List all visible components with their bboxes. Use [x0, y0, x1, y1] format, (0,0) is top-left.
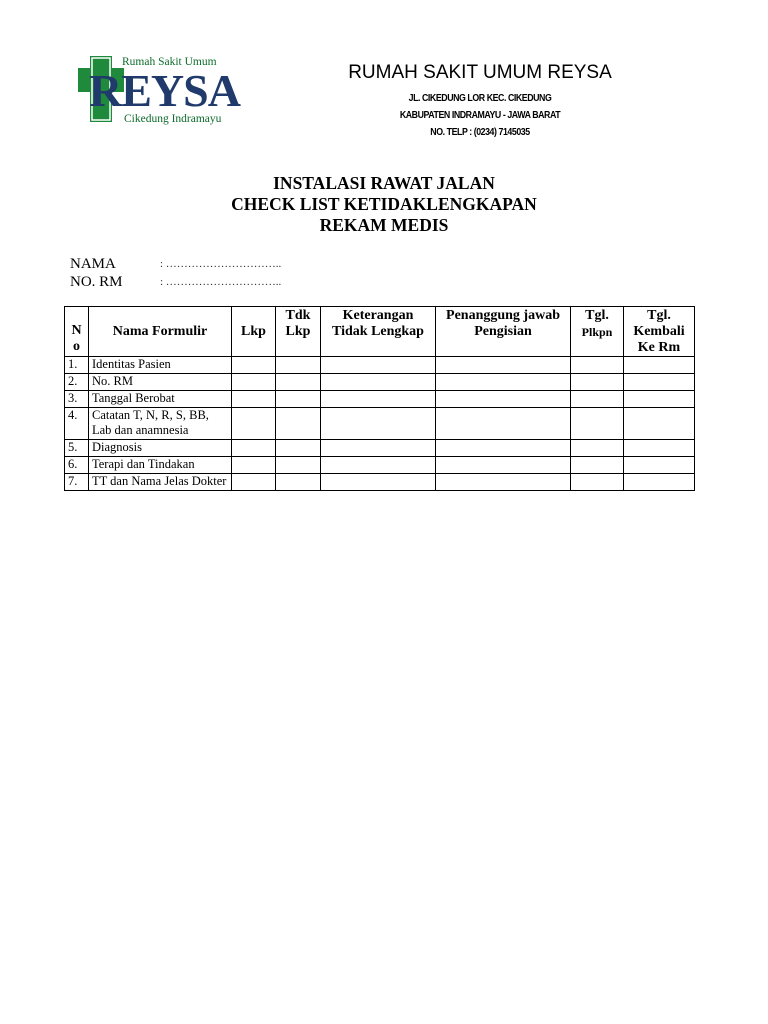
header-nama-formulir: Nama Formulir	[89, 307, 232, 357]
document-title	[0, 173, 768, 236]
row-no: 5.	[65, 440, 89, 457]
logo-graphic	[76, 52, 248, 126]
cell-tgl-kembali[interactable]	[624, 474, 695, 491]
checklist-table	[64, 306, 695, 491]
norm-label: NO. RM	[70, 274, 123, 290]
cell-tgl-kembali[interactable]	[624, 391, 695, 408]
logo-top-text: Rumah Sakit Umum	[122, 56, 217, 68]
cell-tgl-kembali[interactable]	[624, 357, 695, 374]
table-header-row	[65, 307, 695, 357]
row-name: TT dan Nama Jelas Dokter	[89, 474, 232, 491]
row-name-line1: Catatan T, N, R, S, BB,	[92, 408, 209, 422]
cell-tgl-kembali[interactable]	[624, 408, 695, 440]
table-row	[65, 440, 695, 457]
hospital-name: RUMAH SAKIT UMUM REYSA	[348, 62, 612, 83]
cell-tgl-plkpn[interactable]	[571, 457, 624, 474]
cell-tgl-plkpn[interactable]	[571, 374, 624, 391]
cell-lkp[interactable]	[232, 440, 276, 457]
header-lkp: Lkp	[232, 307, 276, 357]
cell-keterangan[interactable]	[321, 374, 436, 391]
row-no: 3.	[65, 391, 89, 408]
nama-value[interactable]: : …………………………..	[160, 258, 282, 270]
cell-penanggung-jawab[interactable]	[436, 457, 571, 474]
cell-tgl-kembali[interactable]	[624, 457, 695, 474]
norm-value[interactable]: : …………………………..	[160, 276, 282, 288]
nama-label: NAMA	[70, 256, 116, 272]
row-name: Tanggal Berobat	[89, 391, 232, 408]
table-row	[65, 408, 695, 440]
cell-penanggung-jawab[interactable]	[436, 474, 571, 491]
cell-penanggung-jawab[interactable]	[436, 391, 571, 408]
table-row	[65, 474, 695, 491]
header-tgl-line1: Tgl.	[585, 308, 609, 323]
cell-lkp[interactable]	[232, 374, 276, 391]
row-no: 2.	[65, 374, 89, 391]
header-tgl-kembali	[624, 307, 695, 357]
cell-penanggung-jawab[interactable]	[436, 440, 571, 457]
logo-main-text: REYSA	[89, 65, 240, 116]
header-tgl-line2: Plkpn	[581, 325, 613, 339]
cell-keterangan[interactable]	[321, 408, 436, 440]
cell-tgl-kembali[interactable]	[624, 374, 695, 391]
row-no: 6.	[65, 457, 89, 474]
row-name-line2: Lab dan anamnesia	[92, 423, 189, 437]
cell-tdk-lkp[interactable]	[276, 408, 321, 440]
cell-tgl-plkpn[interactable]	[571, 440, 624, 457]
cell-tgl-plkpn[interactable]	[571, 474, 624, 491]
cell-keterangan[interactable]	[321, 474, 436, 491]
header-keterangan	[321, 307, 436, 357]
cell-keterangan[interactable]	[321, 457, 436, 474]
header-no-line1: N	[71, 323, 82, 338]
cell-penanggung-jawab[interactable]	[436, 374, 571, 391]
table-row	[65, 374, 695, 391]
table-row	[65, 391, 695, 408]
header-tglk-line1: Tgl.	[647, 308, 671, 323]
cell-lkp[interactable]	[232, 457, 276, 474]
cell-keterangan[interactable]	[321, 391, 436, 408]
header-ket-line1: Keterangan	[342, 308, 414, 323]
row-name	[89, 408, 232, 440]
hospital-logo	[76, 52, 248, 126]
header-pj-line2: Pengisian	[474, 324, 532, 339]
cell-keterangan[interactable]	[321, 440, 436, 457]
phone-line: NO. TELP : (0234) 7145035	[430, 127, 530, 138]
table-row	[65, 357, 695, 374]
header-tglk-line3: Ke Rm	[637, 340, 681, 355]
row-name: Terapi dan Tindakan	[89, 457, 232, 474]
address-line-2: KABUPATEN INDRAMAYU - JAWA BARAT	[399, 110, 561, 121]
cell-tdk-lkp[interactable]	[276, 474, 321, 491]
row-name: Diagnosis	[89, 440, 232, 457]
norm-field	[70, 273, 281, 291]
cell-lkp[interactable]	[232, 408, 276, 440]
cell-lkp[interactable]	[232, 391, 276, 408]
header-tgl-plkpn	[571, 307, 624, 357]
header-tglk-line2: Kembali	[633, 324, 685, 339]
row-no: 7.	[65, 474, 89, 491]
cell-tdk-lkp[interactable]	[276, 391, 321, 408]
hospital-header	[330, 60, 630, 141]
title-line-3: REKAM MEDIS	[319, 215, 449, 235]
cell-tgl-plkpn[interactable]	[571, 391, 624, 408]
cell-tgl-kembali[interactable]	[624, 440, 695, 457]
row-name: Identitas Pasien	[89, 357, 232, 374]
table-row	[65, 457, 695, 474]
cell-penanggung-jawab[interactable]	[436, 357, 571, 374]
title-line-2: CHECK LIST KETIDAKLENGKAPAN	[231, 194, 537, 214]
cell-tdk-lkp[interactable]	[276, 374, 321, 391]
header-tdk-line2: Lkp	[285, 324, 311, 339]
cell-tdk-lkp[interactable]	[276, 440, 321, 457]
logo-bottom-text: Cikedung Indramayu	[124, 113, 222, 125]
address-line-1: JL. CIKEDUNG LOR KEC. CIKEDUNG	[408, 93, 552, 104]
row-no: 1.	[65, 357, 89, 374]
cell-penanggung-jawab[interactable]	[436, 408, 571, 440]
header-tdk-line1: Tdk	[285, 308, 311, 323]
header-ket-line2: Tidak Lengkap	[332, 324, 424, 339]
cell-tgl-plkpn[interactable]	[571, 357, 624, 374]
header-pj-line1: Penanggung jawab	[446, 308, 560, 323]
title-line-1: INSTALASI RAWAT JALAN	[273, 173, 495, 193]
row-no: 4.	[65, 408, 89, 440]
nama-field	[70, 255, 281, 273]
header-penanggung-jawab	[436, 307, 571, 357]
cell-lkp[interactable]	[232, 357, 276, 374]
header-tdk-lkp	[276, 307, 321, 357]
cell-keterangan[interactable]	[321, 357, 436, 374]
patient-fields	[70, 255, 281, 291]
cell-lkp[interactable]	[232, 474, 276, 491]
cell-tdk-lkp[interactable]	[276, 357, 321, 374]
header-no-line2: o	[73, 339, 80, 354]
header-no	[65, 307, 89, 357]
cell-tdk-lkp[interactable]	[276, 457, 321, 474]
row-name: No. RM	[89, 374, 232, 391]
cell-tgl-plkpn[interactable]	[571, 408, 624, 440]
